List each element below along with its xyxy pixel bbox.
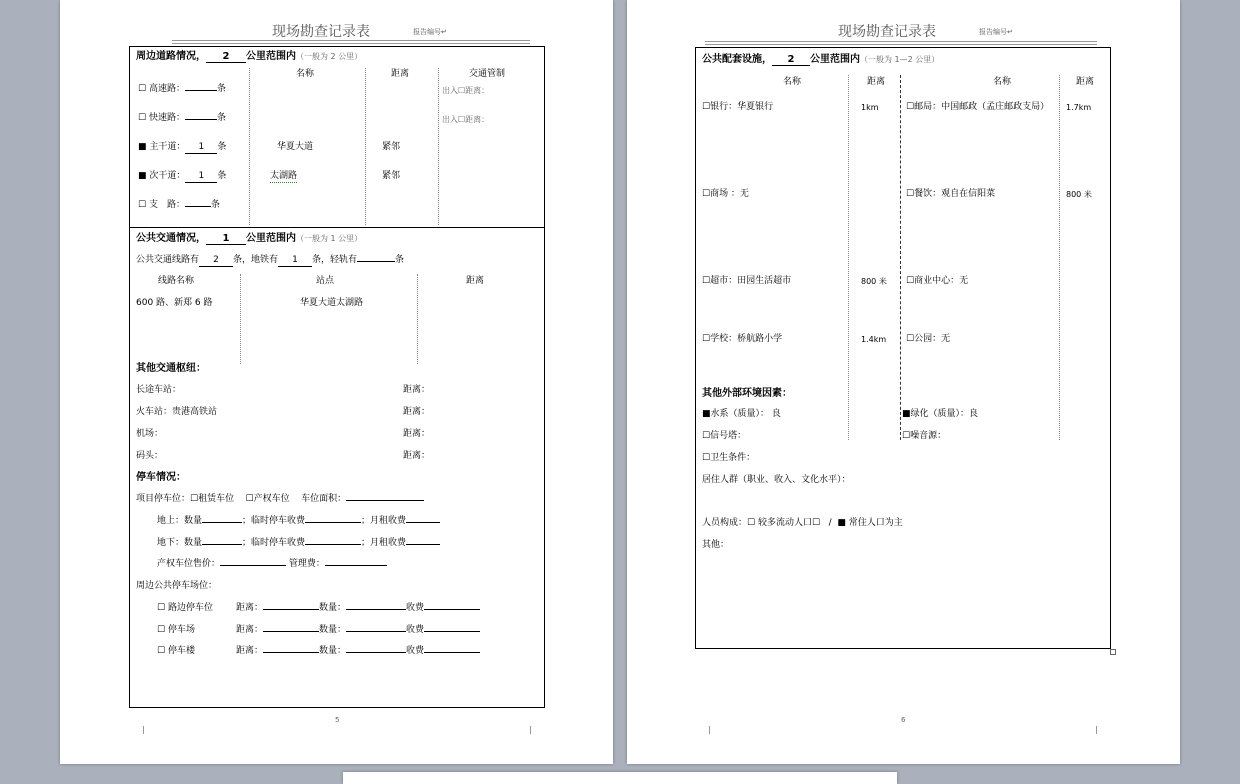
environment-heading: 其他外部环境因素： [702, 388, 792, 399]
signal-tower: ☐信号塔： [702, 431, 747, 441]
report-number-label: 报告编号↵ [413, 28, 447, 36]
road-col-distance: 距离 [391, 69, 410, 79]
public-parking-row: ☐ 停车楼 距离： 数量： 收费 [157, 646, 480, 657]
other-label: 其他： [702, 540, 730, 550]
facility-section-heading: 公共配套设施， 2 公里范围内（一般为 1—2 公里） [702, 54, 940, 65]
greenery-quality: ■绿化（质量）：良 [902, 409, 979, 419]
parking-below-line: 地下：数量 ；临时停车收费 ；月租收费 [157, 538, 440, 549]
road-section-heading: 周边道路情况， 2 公里范围内（一般为 2 公里） [136, 51, 363, 62]
residents-label: 居住人群（职业、收入、文化水平）： [702, 475, 851, 485]
parking-line-1: 项目停车位：☐租赁车位 ☐产权车位 车位面积： [136, 494, 424, 505]
public-parking-row: ☐ 停车场 距离： 数量： 收费 [157, 625, 480, 636]
hubs-heading: 其他交通枢纽： [136, 363, 206, 374]
page-title: 现场勘查记录表 [838, 24, 936, 40]
facility-col-name-2: 名称 [993, 77, 1012, 87]
transit-col-route: 线路名称 [158, 276, 195, 286]
public-parking-row: ☐ 路边停车位 距离： 数量： 收费 [157, 603, 480, 614]
road-col-name: 名称 [296, 69, 315, 79]
resize-handle[interactable] [1110, 649, 1116, 655]
parking-price-line: 产权车位售价： 管理费： [157, 559, 387, 570]
road-col-traffic-control: 交通管制 [469, 69, 506, 79]
transit-section-heading: 公共交通情况， 1 公里范围内（一般为 1 公里） [136, 233, 363, 244]
page-number: 6 [901, 716, 906, 724]
survey-form-frame [695, 47, 1111, 649]
page-number: 5 [335, 716, 340, 724]
transit-col-distance: 距离 [466, 276, 485, 286]
transit-route-value: 600 路、新郑 6 路 [136, 298, 213, 308]
transit-col-stop: 站点 [316, 276, 335, 286]
transit-stop-value: 华夏大道太湖路 [300, 298, 364, 308]
page-title: 现场勘查记录表 [272, 24, 370, 40]
parking-above-line: 地上：数量 ；临时停车收费 ；月租收费 [157, 516, 440, 527]
facility-col-distance: 距离 [867, 77, 886, 87]
document-page-6: 现场勘查记录表 报告编号↵ 公共配套设施， 2 公里范围内（一般为 1—2 公里） 名称 距离 名称 距离 ☐银行：华夏银行 1km ☐邮局：中国邮政（孟庄邮政支局） 1.7km ☐商场 ：无 ☐餐饮：观自在信阳菜 800 米 ☐超市：田园生活超市 800 米 ☐商业中心：无 ☐学校：桥航路小学 1.4km ☐公园：无 其他外部环境因素： ■水系（质量）： 良 ■绿化（质量）：良 ☐信号塔： ☐噪音源： ☐卫生条件： 居住人群（职业、收入、文化水平）： 人员构成：☐ 较多流动人口☐ / ■ 常住人口为主 其他： 6 [627, 0, 1180, 764]
facility-col-name: 名称 [783, 77, 802, 87]
public-parking-label: 周边公共停车场位： [136, 581, 218, 591]
document-page-5: 现场勘查记录表 报告编号↵ 周边道路情况， 2 公里范围内（一般为 2 公里） 名称 距离 交通管制 ☐ 高速路： 条 出入☐距离： ☐ 快速路： 条 出入☐距离： ■ 主干道： 1 条 华夏大道 紧邻 ■ 次干道： 1 条 太湖路 紧邻 ☐ 支 路： 条 公共交通情况， 1 公里范围内（一般为 1 公里） 公共交通线路有 2 条，地铁有 1 条，轻轨有 条 线路名称 站点 距离 600 路、新郑 6 路 华夏大道太湖路 其他交通枢纽： 长途车站： 距离： 火车站：贵港高铁站 距离： 机场： 距离： 码头： 距离： 停车情况： 项目停车位：☐租赁车位 ☐产权车位 车位面积： 地上：数量 ；临时停车收费 ；月租收费 地下：数量 ；临时停车收费 ；月租收费 产权车位售价： 管理费： 周边公共停车场位： ☐ 路边停车位 距离： 数量： 收费 ☐ 停车场 距离： 数量： 收费 ☐ 停车楼 距离： 数量： 收费 5 [60, 0, 613, 764]
transit-lines-line: 公共交通线路有 2 条，地铁有 1 条，轻轨有 条 [136, 255, 405, 265]
next-page-edge [343, 772, 897, 784]
hygiene-condition: ☐卫生条件： [702, 453, 756, 463]
population-composition: 人员构成：☐ 较多流动人口☐ / ■ 常住人口为主 [702, 518, 903, 528]
report-number-label: 报告编号↵ [979, 28, 1013, 36]
parking-heading: 停车情况： [136, 472, 186, 483]
facility-col-distance-2: 距离 [1076, 77, 1095, 87]
water-quality: ■水系（质量）： 良 [702, 409, 781, 419]
noise-source: ☐噪音源： [902, 431, 947, 441]
